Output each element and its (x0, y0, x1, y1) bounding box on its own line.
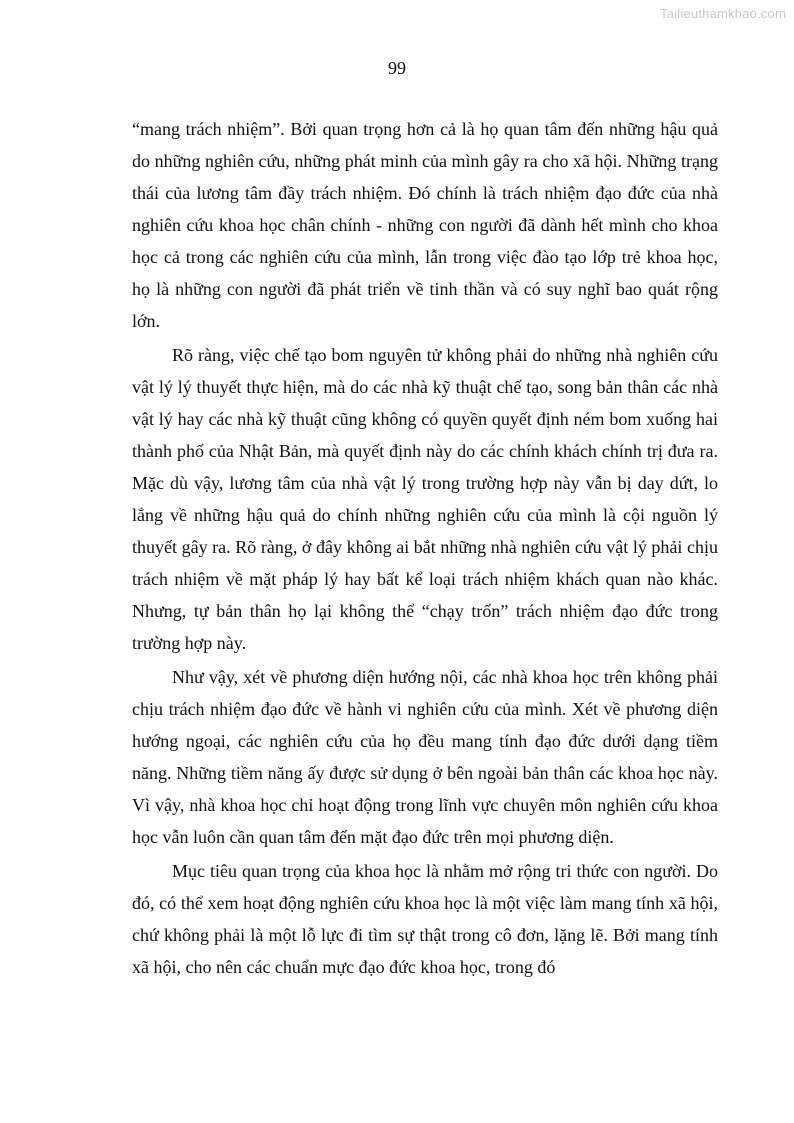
paragraph-1: “mang trách nhiệm”. Bởi quan trọng hơn cả là họ quan tâm đến những hậu quả do những nghiên cứu, những phát minh của mình gây ra cho xã hội. Những trạng thái của lương tâm đầy trách nhiệm. Đó chính là trách nhiệm đạo đức của nhà nghiên cứu khoa học chân chính - những con người đã dành hết mình cho khoa học cả trong các nghiên cứu của mình, lẫn trong việc đào tạo lớp trẻ khoa học, họ là những con người đã phát triển về tinh thần và có suy nghĩ bao quát rộng lớn. (132, 119, 718, 331)
watermark: Tailieuthamkhao.com (660, 6, 786, 21)
paragraph-4: Mục tiêu quan trọng của khoa học là nhằm mở rộng tri thức con người. Do đó, có thể xem hoạt động nghiên cứu khoa học là một việc làm mang tính xã hội, chứ không phải là một lỗ lực đi tìm sự thật trong cô đơn, lặng lẽ. Bởi mang tính xã hội, cho nên các chuẩn mực đạo đức khoa học, trong đó (132, 861, 718, 977)
paragraph-3: Như vậy, xét về phương diện hướng nội, các nhà khoa học trên không phải chịu trách nhiệm đạo đức về hành vi nghiên cứu của mình. Xét về phương diện hướng ngoại, các nghiên cứu của họ đều mang tính đạo đức dưới dạng tiềm năng. Những tiềm năng ấy được sử dụng ở bên ngoài bản thân các khoa học này. Vì vậy, nhà khoa học chỉ hoạt động trong lĩnh vực chuyên môn nghiên cứu khoa học vẫn luôn cần quan tâm đến mặt đạo đức trên mọi phương diện. (132, 667, 718, 847)
page-number: 99 (388, 58, 406, 78)
paragraph-2: Rõ ràng, việc chế tạo bom nguyên tử không phải do những nhà nghiên cứu vật lý lý thuyết thực hiện, mà do các nhà kỹ thuật chế tạo, song bản thân các nhà vật lý hay các nhà kỹ thuật cũng không có quyền quyết định ném bom xuống hai thành phố của Nhật Bản, mà quyết định này do các chính khách chính trị đưa ra. Mặc dù vậy, lương tâm của nhà vật lý trong trường hợp này vẫn bị day dứt, lo lắng về những hậu quả do chính những nghiên cứu của mình là cội nguồn lý thuyết gây ra. Rõ ràng, ở đây không ai bắt những nhà nghiên cứu vật lý phải chịu trách nhiệm về mặt pháp lý hay bất kể loại trách nhiệm khách quan nào khác. Nhưng, tự bản thân họ lại không thể “chạy trốn” trách nhiệm đạo đức trong trường hợp này. (132, 345, 718, 653)
document-body (132, 113, 718, 985)
